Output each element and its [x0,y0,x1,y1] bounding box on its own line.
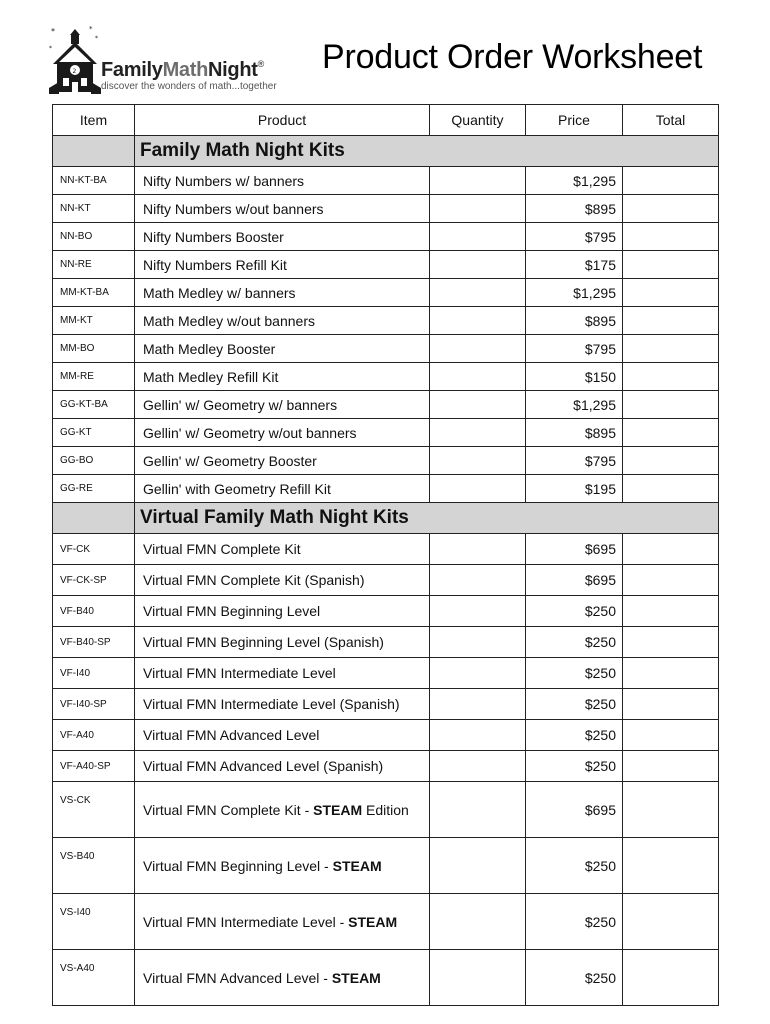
price-cell: $250 [526,689,623,720]
brand-wordmark [101,59,264,82]
quantity-cell[interactable] [430,335,526,363]
price-cell: $250 [526,658,623,689]
table-row [53,223,719,251]
quantity-cell[interactable] [430,419,526,447]
table-row [53,335,719,363]
brand-word-family: Family [101,59,163,81]
price-cell: $795 [526,335,623,363]
product-name: Math Medley Refill Kit [135,363,430,391]
quantity-cell[interactable] [430,565,526,596]
table-row [53,782,719,838]
table-row [53,279,719,307]
price-cell: $1,295 [526,391,623,419]
total-cell[interactable] [623,279,719,307]
product-name: Virtual FMN Intermediate Level [135,658,430,689]
item-code: NN-BO [53,223,135,251]
item-code: NN-KT [53,195,135,223]
item-code: GG-BO [53,447,135,475]
total-cell[interactable] [623,307,719,335]
order-table [52,104,719,1006]
table-row [53,565,719,596]
section-header-row [53,503,719,534]
steam-label: STEAM [348,913,398,930]
product-name-prefix: Virtual FMN Beginning Level - [143,857,333,874]
total-cell[interactable] [623,720,719,751]
quantity-cell[interactable] [430,534,526,565]
product-name: Virtual FMN Complete Kit [135,534,430,565]
item-code: VF-A40-SP [53,751,135,782]
price-cell: $175 [526,251,623,279]
item-code: GG-RE [53,475,135,503]
product-name: Virtual FMN Intermediate Level (Spanish) [135,689,430,720]
item-code: VF-I40-SP [53,689,135,720]
price-cell: $695 [526,565,623,596]
quantity-cell[interactable] [430,596,526,627]
item-code: VF-B40 [53,596,135,627]
quantity-cell[interactable] [430,894,526,950]
table-row [53,363,719,391]
table-row [53,419,719,447]
svg-text:2: 2 [72,68,77,75]
section-title: Family Math Night Kits [135,136,719,167]
quantity-cell[interactable] [430,950,526,1006]
steam-label: STEAM [313,801,363,818]
table-row [53,838,719,894]
total-cell[interactable] [623,838,719,894]
quantity-cell[interactable] [430,627,526,658]
price-cell: $250 [526,596,623,627]
product-name: Gellin' w/ Geometry w/ banners [135,391,430,419]
product-name: Math Medley w/out banners [135,307,430,335]
item-code: VS-A40 [53,950,135,1006]
order-table-body [53,136,719,1006]
item-code: MM-KT [53,307,135,335]
item-code: NN-KT-BA [53,167,135,195]
total-cell[interactable] [623,167,719,195]
quantity-cell[interactable] [430,751,526,782]
price-cell: $695 [526,534,623,565]
price-cell: $250 [526,838,623,894]
total-cell[interactable] [623,565,719,596]
table-row [53,251,719,279]
section-item-blank [53,503,135,534]
quantity-cell[interactable] [430,251,526,279]
price-cell: $795 [526,447,623,475]
registered-mark: ® [257,59,264,69]
item-code: MM-KT-BA [53,279,135,307]
price-cell: $1,295 [526,167,623,195]
item-code: VS-I40 [53,894,135,950]
price-cell: $250 [526,950,623,1006]
product-name: Nifty Numbers w/ banners [135,167,430,195]
product-name [135,838,430,894]
quantity-cell[interactable] [430,223,526,251]
total-cell[interactable] [623,658,719,689]
item-code: VS-B40 [53,838,135,894]
page-title: Product Order Worksheet [322,38,703,76]
table-row [53,596,719,627]
total-cell[interactable] [623,223,719,251]
product-name [135,782,430,838]
item-code: MM-RE [53,363,135,391]
price-cell: $895 [526,195,623,223]
steam-label: STEAM [332,857,382,874]
product-name: Gellin' w/ Geometry w/out banners [135,419,430,447]
quantity-cell[interactable] [430,720,526,751]
product-name: Virtual FMN Complete Kit (Spanish) [135,565,430,596]
section-header-row [53,136,719,167]
item-code: GG-KT-BA [53,391,135,419]
price-cell: $250 [526,627,623,658]
item-code: VF-A40 [53,720,135,751]
total-cell[interactable] [623,391,719,419]
table-row [53,534,719,565]
total-cell[interactable] [623,894,719,950]
quantity-cell[interactable] [430,689,526,720]
table-row [53,720,719,751]
product-name: Math Medley Booster [135,335,430,363]
price-cell: $895 [526,307,623,335]
table-row [53,475,719,503]
quantity-cell[interactable] [430,279,526,307]
price-cell: $195 [526,475,623,503]
header-price: Price [526,105,623,136]
item-code: MM-BO [53,335,135,363]
product-name-suffix: Edition [362,801,409,818]
total-cell[interactable] [623,447,719,475]
product-name: Virtual FMN Advanced Level [135,720,430,751]
svg-text:*: * [95,35,98,42]
quantity-cell[interactable] [430,838,526,894]
product-name-prefix: Virtual FMN Advanced Level - [143,969,332,986]
total-cell[interactable] [623,782,719,838]
header-item: Item [53,105,135,136]
price-cell: $895 [526,419,623,447]
table-row [53,627,719,658]
header-row [53,105,719,136]
total-cell[interactable] [623,751,719,782]
total-cell[interactable] [623,950,719,1006]
table-row [53,751,719,782]
total-cell[interactable] [623,195,719,223]
price-cell: $150 [526,363,623,391]
quantity-cell[interactable] [430,782,526,838]
total-cell[interactable] [623,335,719,363]
price-cell: $250 [526,720,623,751]
product-name: Math Medley w/ banners [135,279,430,307]
header-total: Total [623,105,719,136]
product-name: Nifty Numbers Refill Kit [135,251,430,279]
product-name-prefix: Virtual FMN Complete Kit - [143,801,314,818]
table-row [53,658,719,689]
product-name: Virtual FMN Advanced Level (Spanish) [135,751,430,782]
price-cell: $795 [526,223,623,251]
table-row [53,689,719,720]
quantity-cell[interactable] [430,447,526,475]
brand-word-math: Math [162,59,209,81]
table-row [53,307,719,335]
quantity-cell[interactable] [430,391,526,419]
total-cell[interactable] [623,534,719,565]
price-cell: $250 [526,894,623,950]
quantity-cell[interactable] [430,167,526,195]
table-row [53,950,719,1006]
quantity-cell[interactable] [430,363,526,391]
item-code: VF-CK [53,534,135,565]
total-cell[interactable] [623,251,719,279]
header-product: Product [135,105,430,136]
item-code: VF-I40 [53,658,135,689]
product-name: Gellin' with Geometry Refill Kit [135,475,430,503]
brand-tagline: discover the wonders of math...together [101,81,277,92]
header-quantity: Quantity [430,105,526,136]
quantity-cell[interactable] [430,475,526,503]
product-name [135,950,430,1006]
svg-text:*: * [49,45,52,52]
table-row [53,391,719,419]
total-cell[interactable] [623,475,719,503]
item-code: VF-B40-SP [53,627,135,658]
product-name: Nifty Numbers Booster [135,223,430,251]
product-name: Nifty Numbers w/out banners [135,195,430,223]
svg-text:*: * [51,27,55,36]
product-name-prefix: Virtual FMN Intermediate Level - [143,913,349,930]
table-row [53,894,719,950]
total-cell[interactable] [623,689,719,720]
product-name: Gellin' w/ Geometry Booster [135,447,430,475]
schoolhouse-logo-icon [49,24,101,96]
price-cell: $695 [526,782,623,838]
total-cell[interactable] [623,627,719,658]
total-cell[interactable] [623,363,719,391]
item-code: VF-CK-SP [53,565,135,596]
item-code: GG-KT [53,419,135,447]
table-row [53,447,719,475]
price-cell: $1,295 [526,279,623,307]
svg-text:*: * [89,25,93,33]
total-cell[interactable] [623,419,719,447]
table-row [53,167,719,195]
product-name: Virtual FMN Beginning Level [135,596,430,627]
table-row [53,195,719,223]
quantity-cell[interactable] [430,195,526,223]
product-name: Virtual FMN Beginning Level (Spanish) [135,627,430,658]
section-item-blank [53,136,135,167]
total-cell[interactable] [623,596,719,627]
steam-label: STEAM [331,969,381,986]
item-code: VS-CK [53,782,135,838]
quantity-cell[interactable] [430,307,526,335]
price-cell: $250 [526,751,623,782]
brand-word-night: Night [208,59,258,81]
item-code: NN-RE [53,251,135,279]
product-name [135,894,430,950]
section-title: Virtual Family Math Night Kits [135,503,719,534]
brand-logo [45,18,295,96]
quantity-cell[interactable] [430,658,526,689]
